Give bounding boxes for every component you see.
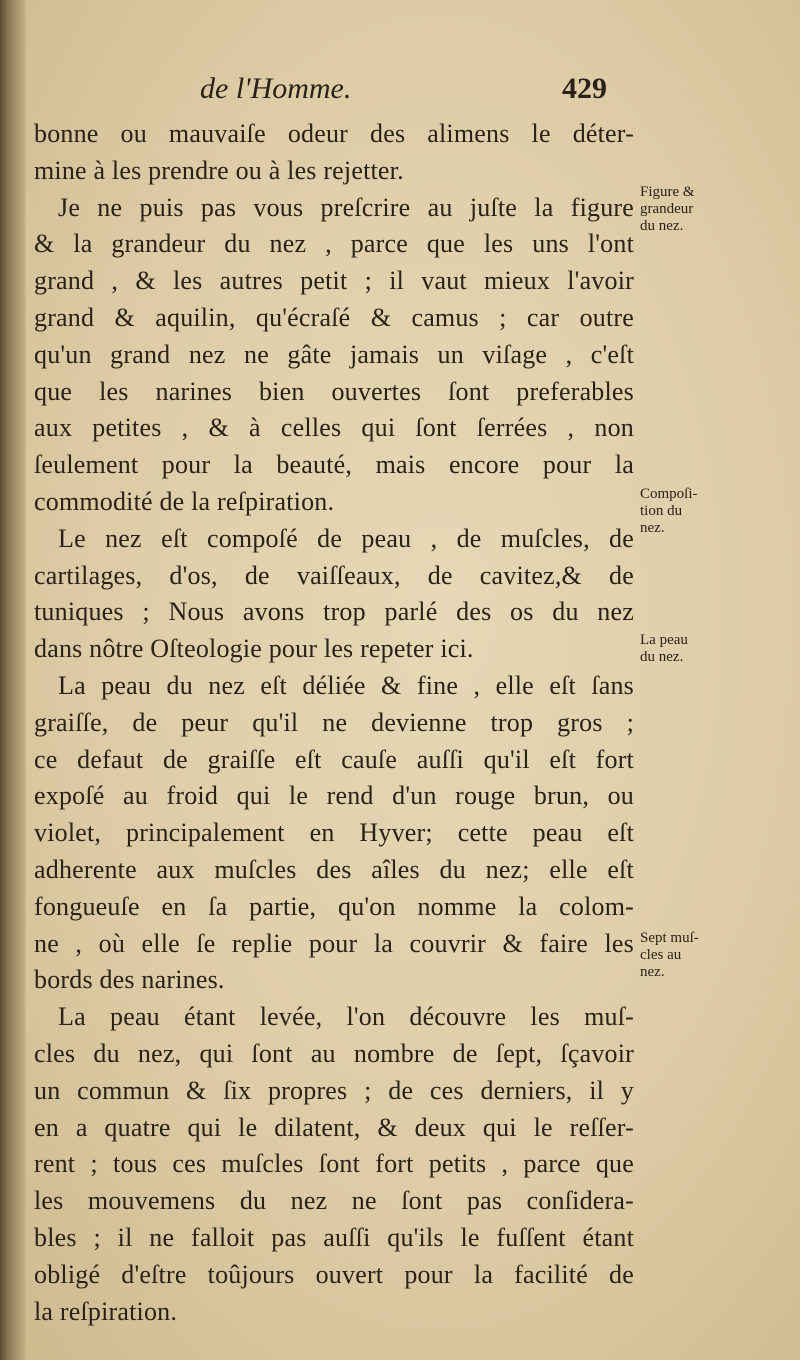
text-line: grand & aquilin, qu'écraſé & camus ; car outre bbox=[34, 302, 634, 332]
margin-note-line: cles au bbox=[640, 947, 682, 963]
text-line: ſeulement pour la beauté, mais encore pour la bbox=[34, 450, 634, 480]
text-line: La peau du nez eſt déliée & fine , elle eſt ſans bbox=[58, 670, 634, 700]
text-line: adherente aux muſcles des aîles du nez; elle eſt bbox=[34, 854, 634, 884]
margin-note-line: Compoſi- bbox=[640, 486, 698, 502]
margin-note-muscles bbox=[640, 930, 760, 981]
margin-note-composition bbox=[640, 486, 760, 537]
text-line: & la grandeur du nez , parce que les uns l'ont bbox=[34, 229, 634, 259]
margin-note-figure bbox=[640, 184, 760, 235]
text-line: bonne ou mauvaiſe odeur des alimens le déter- bbox=[34, 119, 634, 148]
text-line: obligé d'eſtre toûjours ouvert pour la facilité de bbox=[34, 1259, 634, 1289]
text-line: ce defaut de graiſſe eſt cauſe auſſi qu'il eſt fort bbox=[34, 744, 634, 774]
text-line: ne , où elle ſe replie pour la couvrir & faire les bbox=[34, 928, 634, 958]
margin-note-line: du nez. bbox=[640, 649, 684, 665]
text-line: bles ; il ne falloit pas auſſi qu'ils le fuſſent étant bbox=[34, 1222, 634, 1252]
text-line: rent ; tous ces muſcles ſont fort petits , parce que bbox=[34, 1149, 634, 1179]
text-line: Je ne puis pas vous preſcrire au juſte la figure bbox=[58, 192, 634, 222]
text-line: les mouvemens du nez ne ſont pas conſidera- bbox=[34, 1186, 634, 1216]
running-head: de l'Homme. bbox=[200, 72, 352, 105]
text-line: la reſpiration. bbox=[34, 1296, 178, 1326]
page-header bbox=[40, 72, 640, 118]
text-line: expoſé au froid qui le rend d'un rouge brun, ou bbox=[34, 781, 634, 811]
text-line: bords des narines. bbox=[34, 965, 225, 995]
text-line: un commun & ſix propres ; de ces derniers, il y bbox=[34, 1075, 634, 1105]
text-line: tuniques ; Nous avons trop parlé des os du nez bbox=[34, 597, 634, 627]
text-line: cles du nez, qui ſont au nombre de ſept, ſçavoir bbox=[34, 1038, 634, 1068]
margin-note-line: nez. bbox=[640, 964, 665, 980]
text-line: mine à les prendre ou à les rejetter. bbox=[34, 155, 404, 185]
text-line: en a quatre qui le dilatent, & deux qui le reſſer- bbox=[34, 1112, 634, 1142]
book-gutter bbox=[0, 0, 26, 1360]
text-line: que les narines bien ouvertes ſont preferables bbox=[34, 376, 634, 406]
margin-note-line: La peau bbox=[640, 632, 688, 648]
margin-note-line: Figure & bbox=[640, 184, 695, 200]
margin-note-line: Sept muſ- bbox=[640, 930, 699, 946]
text-line: cartilages, d'os, de vaiſſeaux, de cavitez,& de bbox=[34, 560, 634, 590]
margin-note-skin bbox=[640, 632, 760, 666]
text-line: qu'un grand nez ne gâte jamais un viſage , c'eſt bbox=[34, 339, 634, 369]
text-line: grand , & les autres petit ; il vaut mieux l'avoir bbox=[34, 266, 634, 296]
text-line: commodité de la reſpiration. bbox=[34, 486, 335, 516]
body-text bbox=[34, 116, 634, 1330]
text-line: violet, principalement en Hyver; cette peau eſt bbox=[34, 818, 634, 848]
text-line: aux petites , & à celles qui ſont ſerrées , non bbox=[34, 413, 634, 443]
margin-note-line: grandeur bbox=[640, 201, 694, 217]
text-line: Le nez eſt compoſé de peau , de muſcles, de bbox=[58, 523, 634, 553]
margin-note-line: tion du bbox=[640, 503, 683, 519]
margin-note-line: nez. bbox=[640, 520, 665, 536]
text-line: fongueuſe en ſa partie, qu'on nomme la colom- bbox=[34, 891, 634, 921]
page-number: 429 bbox=[562, 72, 607, 105]
text-line: dans nôtre Oſteologie pour les repeter ici. bbox=[34, 634, 474, 664]
margin-note-line: du nez. bbox=[640, 218, 684, 234]
text-line: graiſſe, de peur qu'il ne devienne trop gros ; bbox=[34, 707, 634, 737]
text-line: La peau étant levée, l'on découvre les muſ- bbox=[58, 1002, 634, 1032]
